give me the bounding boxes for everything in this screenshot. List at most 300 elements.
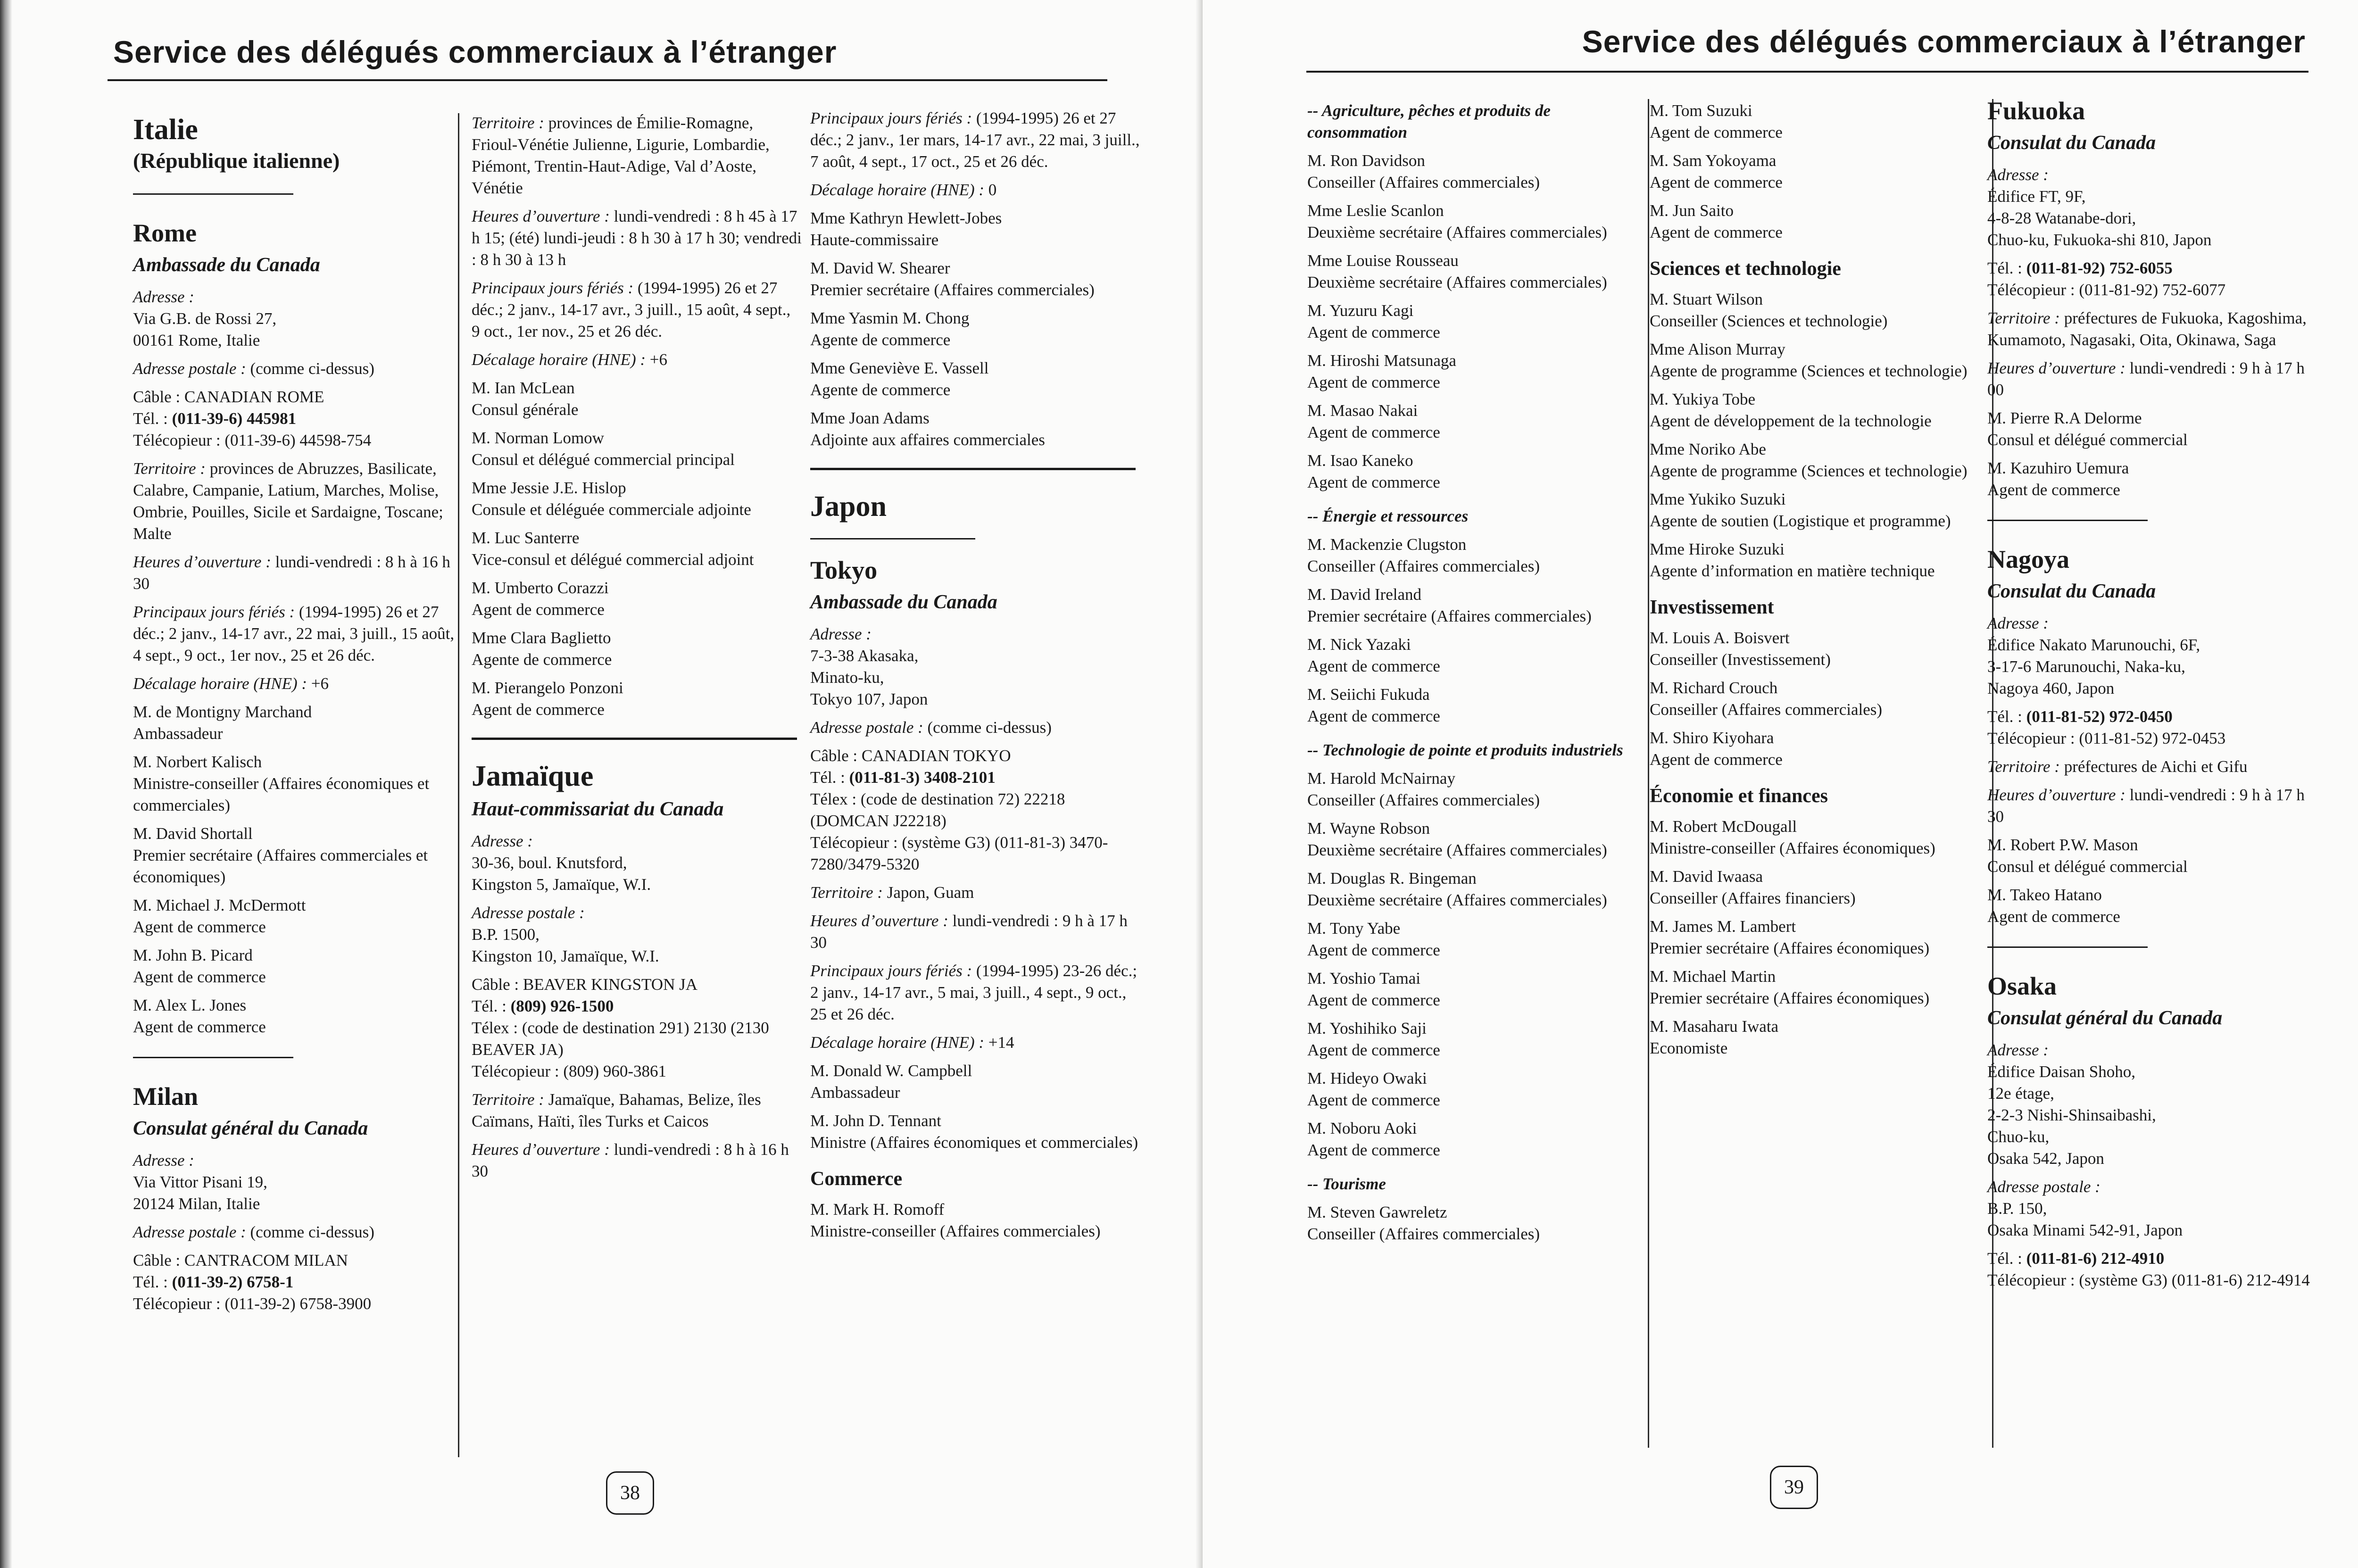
staff-name: M. Shiro Kiyohara <box>1650 729 1774 747</box>
holidays: Principaux jours fériés : (1994-1995) 26 et 27 déc.; 2 janv., 1er mars, 14-17 avr., 22 mai, 3 juill., 7 août, 4 sept., 17 oct., 25 et 26 déc. <box>810 109 1140 171</box>
staff-role: Agente de commerce <box>472 650 612 669</box>
address-line: 12e étage, <box>1987 1084 2054 1103</box>
city-fukuoka: Fukuoka <box>1987 97 2085 125</box>
opening-hours: Heures d’ouverture : lundi-vendredi : 9 h à 17 h 00 <box>1987 359 2305 399</box>
staff-entry <box>133 995 463 1038</box>
staff-name: M. Luc Santerre <box>472 529 580 547</box>
staff-role: Agent de commerce <box>1307 373 1440 391</box>
time-offset: Décalage horaire (HNE) : +14 <box>810 1033 1014 1052</box>
staff-entry <box>1650 489 1980 532</box>
staff-entry <box>1307 534 1637 577</box>
address-line: 3-17-6 Marunouchi, Naka-ku, <box>1987 657 2185 676</box>
staff-name: M. Douglas R. Bingeman <box>1307 869 1477 888</box>
staff-entry <box>133 945 463 988</box>
telex: Télex : (code de destination 72) 22218 (DOMCAN J22218) <box>810 790 1065 830</box>
column-divider <box>1648 99 1649 1448</box>
staff-entry <box>1987 407 2317 451</box>
phone: Tél. : (011-81-6) 212-4910 <box>1987 1249 2165 1268</box>
staff-name: Mme Hiroke Suzuki <box>1650 540 1785 558</box>
staff-name: M. Norman Lomow <box>472 429 604 447</box>
staff-entry <box>810 357 1140 401</box>
staff-name: Mme Noriko Abe <box>1650 440 1766 458</box>
column-3 <box>810 108 1140 1249</box>
staff-role: Agent de commerce <box>472 700 605 719</box>
holidays: Principaux jours fériés : (1994-1995) 23-26 déc.; 2 janv., 14-17 avr., 5 mai, 3 juill., 4 sept., 9 oct., 25 et 26 déc. <box>810 962 1137 1023</box>
page-header: Service des délégués commerciaux à l’étranger <box>1582 24 2306 59</box>
section-rule <box>1987 520 2148 521</box>
staff-entry <box>810 407 1140 451</box>
staff-name: M. Robert McDougall <box>1650 817 1797 836</box>
staff-entry <box>1307 1068 1637 1111</box>
fax: Télécopieur : (011-81-52) 972-0453 <box>1987 729 2226 747</box>
staff-list <box>1650 100 1980 243</box>
telex: Télex : (code de destination 291) 2130 (2130 BEAVER JA) <box>472 1019 769 1059</box>
section-rule <box>810 468 1136 470</box>
territory: Territoire : préfectures de Aichi et Gifu <box>1987 757 2248 776</box>
staff-entry <box>1307 300 1637 343</box>
staff-entry <box>1307 768 1637 811</box>
section-rule <box>133 193 293 195</box>
staff-name: M. Steven Gawreletz <box>1307 1203 1447 1221</box>
staff-role: Agent de commerce <box>1987 907 2120 926</box>
staff-role: Agente de programme (Sciences et technologie) <box>1650 462 1968 480</box>
fax: Télécopieur : (011-39-2) 6758-3900 <box>133 1294 372 1313</box>
staff-entry <box>810 1060 1140 1103</box>
address-line: Édifice FT, 9F, <box>1987 187 2086 206</box>
section-heading-technologie: -- Technologie de pointe et produits industriels <box>1307 741 1623 759</box>
staff-entry <box>133 751 463 816</box>
postal-line: Kingston 10, Jamaïque, W.I. <box>472 947 659 965</box>
staff-entry <box>1307 968 1637 1011</box>
staff-name: M. Stuart Wilson <box>1650 290 1763 308</box>
address-line: 30-36, boul. Knutsford, <box>472 854 627 872</box>
city-tokyo: Tokyo <box>810 556 878 584</box>
staff-entry <box>1650 677 1980 721</box>
page-edge-shadow <box>0 0 12 1568</box>
staff-entry <box>1650 727 1980 771</box>
staff-entry <box>1307 350 1637 393</box>
staff-name: M. Kazuhiro Uemura <box>1987 459 2129 477</box>
staff-name: M. Mark H. Romoff <box>810 1200 945 1219</box>
staff-name: Mme Joan Adams <box>810 409 930 427</box>
staff-name: M. David Ireland <box>1307 585 1422 604</box>
staff-name: M. James M. Lambert <box>1650 917 1796 936</box>
staff-role: Agent de commerce <box>133 1018 266 1036</box>
staff-role: Agent de commerce <box>1307 941 1440 959</box>
staff-name: Mme Leslie Scanlon <box>1307 201 1444 220</box>
staff-name: Mme Jessie J.E. Hislop <box>472 479 626 497</box>
staff-name: M. David Iwaasa <box>1650 867 1763 886</box>
section-rule <box>472 738 797 740</box>
address-line: 4-8-28 Watanabe-dori, <box>1987 209 2136 227</box>
column-4 <box>1307 100 1637 1252</box>
staff-entry <box>1987 834 2317 878</box>
staff-entry <box>1650 289 1980 332</box>
territory: Territoire : provinces de Abruzzes, Basilicate, Calabre, Campanie, Latium, Marches, Molise, Ombrie, Pouilles, Sicile et Sardaigne, Toscane; Malte <box>133 459 443 543</box>
fax: Télécopieur : (011-81-92) 752-6077 <box>1987 281 2226 299</box>
staff-entry <box>1307 250 1637 293</box>
staff-name: M. John D. Tennant <box>810 1112 941 1130</box>
staff-role: Premier secrétaire (Affaires économiques) <box>1650 989 1930 1007</box>
staff-entry <box>1650 866 1980 909</box>
institution-tokyo: Ambassade du Canada <box>810 591 997 613</box>
staff-entry <box>1650 150 1980 193</box>
staff-entry <box>1987 457 2317 501</box>
staff-name: M. David Shortall <box>133 824 253 843</box>
staff-entry <box>1307 918 1637 961</box>
staff-entry <box>1650 1016 1980 1059</box>
right-page <box>1203 0 2358 1568</box>
holidays: Principaux jours fériés : (1994-1995) 26 et 27 déc.; 2 janv., 14-17 avr., 3 juill., 15 août, 4 sept., 9 oct., 1er nov., 25 et 26 déc. <box>472 279 791 340</box>
section-heading-agriculture: -- Agriculture, pêches et produits de consommation <box>1307 101 1551 141</box>
staff-entry <box>1987 884 2317 928</box>
staff-entry <box>472 427 802 471</box>
staff-name: M. Pierre R.A Delorme <box>1987 409 2142 427</box>
staff-name: Mme Kathryn Hewlett-Jobes <box>810 209 1002 227</box>
staff-name: M. Ron Davidson <box>1307 151 1425 170</box>
cable: Câble : CANADIAN ROME <box>133 388 324 406</box>
column-5 <box>1650 100 1980 1066</box>
staff-name: M. John B. Picard <box>133 946 253 964</box>
address-label: Adresse : <box>810 625 872 643</box>
city-milan: Milan <box>133 1082 199 1111</box>
phone: Tél. : (011-81-3) 3408-2101 <box>810 768 996 787</box>
staff-list <box>810 1060 1140 1153</box>
address-line: 2-2-3 Nishi-Shinsaibashi, <box>1987 1106 2156 1124</box>
city-nagoya: Nagoya <box>1987 545 2069 573</box>
column-1 <box>133 112 463 1315</box>
cable: Câble : CANTRACOM MILAN <box>133 1251 348 1269</box>
staff-role: Conseiller (Affaires commerciales) <box>1307 557 1540 575</box>
staff-role: Conseiller (Investissement) <box>1650 650 1831 669</box>
staff-entry <box>472 377 802 421</box>
staff-name: Mme Geneviève E. Vassell <box>810 359 989 377</box>
address-label: Adresse : <box>133 1151 194 1170</box>
opening-hours: Heures d’ouverture : lundi-vendredi : 9 h à 17 h 30 <box>1987 786 2305 826</box>
staff-name: M. Donald W. Campbell <box>810 1062 972 1080</box>
staff-entry <box>1650 627 1980 671</box>
staff-role: Agent de commerce <box>133 918 266 936</box>
staff-name: M. Norbert Kalisch <box>133 753 262 771</box>
address-line: 7-3-38 Akasaka, <box>810 647 919 665</box>
staff-name: M. Michael J. McDermott <box>133 896 306 914</box>
opening-hours: Heures d’ouverture : lundi-vendredi : 8 h à 16 h 30 <box>133 553 450 593</box>
address-line: Édifice Nakato Marunouchi, 6F, <box>1987 636 2200 654</box>
staff-role: Ministre-conseiller (Affaires économiques) <box>1650 839 1935 857</box>
staff-entry <box>1307 450 1637 493</box>
territory: Territoire : provinces de Émilie-Romagne, Frioul-Vénétie Julienne, Ligurie, Lombardie, Piémont, Trentin-Haut-Adige, Val d’Aoste, Vénétie <box>472 114 770 197</box>
section-heading-economie: Économie et finances <box>1650 785 1828 807</box>
staff-name: M. David W. Shearer <box>810 259 950 277</box>
staff-list <box>1650 289 1980 582</box>
staff-role: Deuxième secrétaire (Affaires commerciales) <box>1307 223 1607 241</box>
staff-entry <box>810 1110 1140 1153</box>
staff-role: Agent de commerce <box>1307 423 1440 441</box>
section-rule <box>133 1057 293 1058</box>
column-divider <box>458 113 459 1457</box>
address-line: Kingston 5, Jamaïque, W.I. <box>472 875 651 894</box>
section-rule <box>810 538 975 539</box>
staff-name: M. Nick Yazaki <box>1307 635 1411 654</box>
staff-name: M. Pierangelo Ponzoni <box>472 679 623 697</box>
section-rule <box>1987 946 2148 948</box>
staff-name: M. Louis A. Boisvert <box>1650 629 1790 647</box>
staff-role: Ambassadeur <box>133 724 223 743</box>
staff-role: Agent de commerce <box>1307 1041 1440 1059</box>
staff-entry <box>1650 966 1980 1009</box>
staff-name: M. Robert P.W. Mason <box>1987 836 2138 854</box>
staff-name: M. Richard Crouch <box>1650 679 1778 697</box>
staff-entry <box>810 207 1140 251</box>
staff-list <box>1307 150 1637 493</box>
staff-entry <box>1307 150 1637 193</box>
staff-name: M. Mackenzie Clugston <box>1307 535 1467 554</box>
staff-entry <box>1650 100 1980 143</box>
staff-entry <box>472 677 802 721</box>
fax: Télécopieur : (011-39-6) 44598-754 <box>133 431 372 449</box>
staff-name: M. Tony Yabe <box>1307 919 1401 937</box>
staff-name: M. Alex L. Jones <box>133 996 247 1014</box>
page-number: 38 <box>606 1471 654 1515</box>
institution-nagoya: Consulat du Canada <box>1987 581 2156 602</box>
staff-role: Agent de commerce <box>1650 223 1783 241</box>
staff-entry <box>1307 818 1637 861</box>
staff-list <box>133 701 463 1038</box>
staff-role: Deuxième secrétaire (Affaires commerciales) <box>1307 891 1607 909</box>
section-heading-sciences: Sciences et technologie <box>1650 258 1841 280</box>
country-title-japon: Japon <box>810 490 887 523</box>
staff-role: Agente d’information en matière technique <box>1650 562 1935 580</box>
staff-name: M. Hideyo Owaki <box>1307 1069 1427 1087</box>
staff-role: Ministre (Affaires économiques et commerciales) <box>810 1133 1138 1152</box>
staff-name: M. Yuzuru Kagi <box>1307 301 1414 320</box>
staff-role: Agent de commerce <box>1307 1141 1440 1159</box>
staff-entry <box>133 895 463 938</box>
address-line: Nagoya 460, Japon <box>1987 679 2115 697</box>
staff-entry <box>133 701 463 745</box>
staff-name: M. Noboru Aoki <box>1307 1119 1417 1137</box>
staff-role: Premier secrétaire (Affaires économiques) <box>1650 939 1930 957</box>
staff-role: Agent de commerce <box>1307 473 1440 491</box>
staff-role: Agent de commerce <box>1307 323 1440 341</box>
staff-name: Mme Alison Murray <box>1650 340 1785 358</box>
staff-entry <box>1307 1018 1637 1061</box>
staff-role: Agent de commerce <box>472 600 605 619</box>
staff-entry <box>1307 1202 1637 1245</box>
staff-name: M. Yoshihiko Saji <box>1307 1019 1427 1037</box>
opening-hours: Heures d’ouverture : lundi-vendredi : 9 h à 17 h 30 <box>810 912 1128 952</box>
address-line: Chuo-ku, <box>1987 1128 2050 1146</box>
staff-name: M. Tom Suzuki <box>1650 101 1752 120</box>
page-number: 39 <box>1770 1466 1818 1509</box>
staff-name: M. Masaharu Iwata <box>1650 1017 1779 1036</box>
section-heading-tourisme: -- Tourisme <box>1307 1175 1386 1193</box>
staff-role: Agent de commerce <box>1987 481 2120 499</box>
address-line: Via Vittor Pisani 19, <box>133 1173 267 1191</box>
staff-role: Agent de commerce <box>1650 750 1783 769</box>
staff-name: M. Hiroshi Matsunaga <box>1307 351 1456 370</box>
phone: Tél. : (011-81-92) 752-6055 <box>1987 259 2173 277</box>
postal-address: Adresse postale : (comme ci-dessus) <box>133 1223 374 1241</box>
staff-role: Ministre-conseiller (Affaires commerciales) <box>810 1222 1101 1240</box>
address-label: Adresse : <box>1987 166 2049 184</box>
staff-entry <box>472 577 802 621</box>
territory: Territoire : Japon, Guam <box>810 883 974 902</box>
phone: Tél. : (011-39-2) 6758-1 <box>133 1273 294 1291</box>
staff-entry <box>1307 1118 1637 1161</box>
header-rule <box>1306 71 2308 73</box>
staff-role: Adjointe aux affaires commerciales <box>810 431 1045 449</box>
staff-entry <box>133 823 463 888</box>
staff-list <box>1987 834 2317 928</box>
staff-role: Ambassadeur <box>810 1083 900 1102</box>
header-rule <box>108 79 1107 81</box>
staff-role: Agent de commerce <box>1307 1091 1440 1109</box>
city-rome: Rome <box>133 219 197 247</box>
staff-role: Consul et délégué commercial <box>1987 431 2188 449</box>
staff-list <box>1307 1202 1637 1245</box>
staff-entry <box>810 307 1140 351</box>
phone: Tél. : (011-39-6) 445981 <box>133 409 297 428</box>
staff-entry <box>1650 200 1980 243</box>
staff-role: Conseiller (Sciences et technologie) <box>1650 312 1888 330</box>
cable: Câble : CANADIAN TOKYO <box>810 747 1011 765</box>
staff-name: Mme Yukiko Suzuki <box>1650 490 1786 508</box>
time-offset: Décalage horaire (HNE) : 0 <box>810 181 997 199</box>
address-line: 00161 Rome, Italie <box>133 331 260 349</box>
address-label: Adresse : <box>1987 1041 2049 1059</box>
institution-rome: Ambassade du Canada <box>133 254 320 276</box>
postal-line: Osaka Minami 542-91, Japon <box>1987 1221 2183 1239</box>
staff-role: Consul générale <box>472 400 579 419</box>
staff-entry <box>1307 400 1637 443</box>
staff-entry <box>1307 868 1637 911</box>
staff-name: M. Sam Yokoyama <box>1650 151 1777 170</box>
staff-role: Agente de programme (Sciences et technologie) <box>1650 362 1968 380</box>
staff-list <box>1987 407 2317 501</box>
staff-name: M. Yoshio Tamai <box>1307 969 1421 987</box>
phone: Tél. : (011-81-52) 972-0450 <box>1987 707 2173 726</box>
staff-role: Agent de développement de la technologie <box>1650 412 1932 430</box>
staff-name: M. Takeo Hatano <box>1987 886 2102 904</box>
staff-role: Agent de commerce <box>1650 123 1783 141</box>
staff-name: M. Harold McNairnay <box>1307 769 1455 788</box>
staff-role: Premier secrétaire (Affaires commerciales et économiques) <box>133 846 428 886</box>
staff-entry <box>1650 816 1980 859</box>
staff-role: Premier secrétaire (Affaires commerciales) <box>810 281 1095 299</box>
staff-role: Vice-consul et délégué commercial adjoint <box>472 550 754 569</box>
staff-role: Consule et déléguée commerciale adjointe <box>472 500 751 519</box>
address-label: Adresse : <box>472 832 533 850</box>
address-line: Osaka 542, Japon <box>1987 1149 2104 1168</box>
staff-entry <box>1650 439 1980 482</box>
postal-address: Adresse postale : (comme ci-dessus) <box>810 718 1052 737</box>
staff-role: Agent de commerce <box>1650 173 1783 191</box>
staff-role: Deuxième secrétaire (Affaires commerciales) <box>1307 273 1607 291</box>
address-line: Édifice Daisan Shoho, <box>1987 1062 2135 1081</box>
territory: Territoire : préfectures de Fukuoka, Kagoshima, Kumamoto, Nagasaki, Oita, Okinawa, Saga <box>1987 309 2307 349</box>
fax: Télécopieur : (système G3) (011-81-3) 3470-7280/3479-5320 <box>810 833 1108 873</box>
staff-role: Conseiller (Affaires commerciales) <box>1307 173 1540 191</box>
staff-role: Conseiller (Affaires commerciales) <box>1650 700 1883 719</box>
staff-role: Economiste <box>1650 1039 1728 1057</box>
staff-entry <box>472 477 802 521</box>
staff-role: Agent de commerce <box>1307 991 1440 1009</box>
staff-name: M. Ian McLean <box>472 379 575 397</box>
time-offset: Décalage horaire (HNE) : +6 <box>133 674 329 693</box>
country-subtitle-italie: (République italienne) <box>133 149 340 173</box>
staff-role: Conseiller (Affaires commerciales) <box>1307 791 1540 809</box>
postal-address-label: Adresse postale : <box>1987 1178 2101 1196</box>
staff-entry <box>810 257 1140 301</box>
fax: Télécopieur : (809) 960-3861 <box>472 1062 667 1080</box>
staff-entry <box>810 1199 1140 1242</box>
address-line: Tokyo 107, Japon <box>810 690 928 708</box>
staff-role: Agent de commerce <box>1307 657 1440 675</box>
column-2 <box>472 112 802 1182</box>
staff-entry <box>472 527 802 571</box>
staff-name: M. Masao Nakai <box>1307 401 1418 420</box>
city-osaka: Osaka <box>1987 972 2057 1000</box>
staff-entry <box>1307 634 1637 677</box>
postal-address-label: Adresse postale : <box>472 904 585 922</box>
staff-role: Premier secrétaire (Affaires commerciales) <box>1307 607 1592 625</box>
postal-line: B.P. 1500, <box>472 925 540 944</box>
staff-entry <box>1650 539 1980 582</box>
staff-name: M. Michael Martin <box>1650 967 1776 986</box>
institution-fukuoka: Consulat du Canada <box>1987 132 2156 154</box>
staff-name: Mme Yasmin M. Chong <box>810 309 970 327</box>
staff-name: M. Yukiya Tobe <box>1650 390 1756 408</box>
staff-list <box>1650 816 1980 1059</box>
staff-list <box>810 207 1140 451</box>
staff-role: Conseiller (Affaires financiers) <box>1650 889 1856 907</box>
staff-list <box>810 1199 1140 1242</box>
country-title-italie: Italie <box>133 114 198 146</box>
time-offset: Décalage horaire (HNE) : +6 <box>472 350 668 369</box>
fax: Télécopieur : (système G3) (011-81-6) 212-4914 <box>1987 1271 2310 1289</box>
section-heading-energie: -- Énergie et ressources <box>1307 507 1469 525</box>
column-6 <box>1987 94 2317 1291</box>
section-heading-investissement: Investissement <box>1650 597 1774 618</box>
staff-role: Consul et délégué commercial <box>1987 857 2188 876</box>
section-heading-commerce: Commerce <box>810 1168 903 1190</box>
institution-kingston: Haut-commissariat du Canada <box>472 798 724 820</box>
staff-role: Consul et délégué commercial principal <box>472 450 735 469</box>
phone: Tél. : (809) 926-1500 <box>472 997 614 1015</box>
staff-entry <box>1650 339 1980 382</box>
staff-entry <box>1307 584 1637 627</box>
holidays: Principaux jours fériés : (1994-1995) 26 et 27 déc.; 2 janv., 14-17 avr., 22 mai, 3 juill., 15 août, 4 sept., 9 oct., 1er nov., 25 et 26 déc. <box>133 603 455 664</box>
staff-role: Haute-commissaire <box>810 231 939 249</box>
opening-hours: Heures d’ouverture : lundi-vendredi : 8 h 45 à 17 h 15; (été) lundi-jeudi : 8 h 30 à 17 h 30; vendredi : 8 h 30 à 13 h <box>472 207 802 269</box>
staff-role: Agente de soutien (Logistique et programme) <box>1650 512 1951 530</box>
staff-name: M. de Montigny Marchand <box>133 703 312 721</box>
cable: Câble : BEAVER KINGSTON JA <box>472 975 697 994</box>
staff-list <box>472 377 802 721</box>
staff-role: Agent de commerce <box>1307 707 1440 725</box>
address-line: 20124 Milan, Italie <box>133 1195 260 1213</box>
staff-list <box>1307 534 1637 727</box>
staff-role: Agent de commerce <box>133 968 266 986</box>
address-label: Adresse : <box>133 288 194 306</box>
staff-entry <box>1650 389 1980 432</box>
postal-address: Adresse postale : (comme ci-dessus) <box>133 359 374 378</box>
staff-name: M. Umberto Corazzi <box>472 579 609 597</box>
territory: Territoire : Jamaïque, Bahamas, Belize, îles Caïmans, Haïti, îles Turks et Caicos <box>472 1090 761 1130</box>
staff-name: M. Seiichi Fukuda <box>1307 685 1430 704</box>
staff-role: Agente de commerce <box>810 331 951 349</box>
